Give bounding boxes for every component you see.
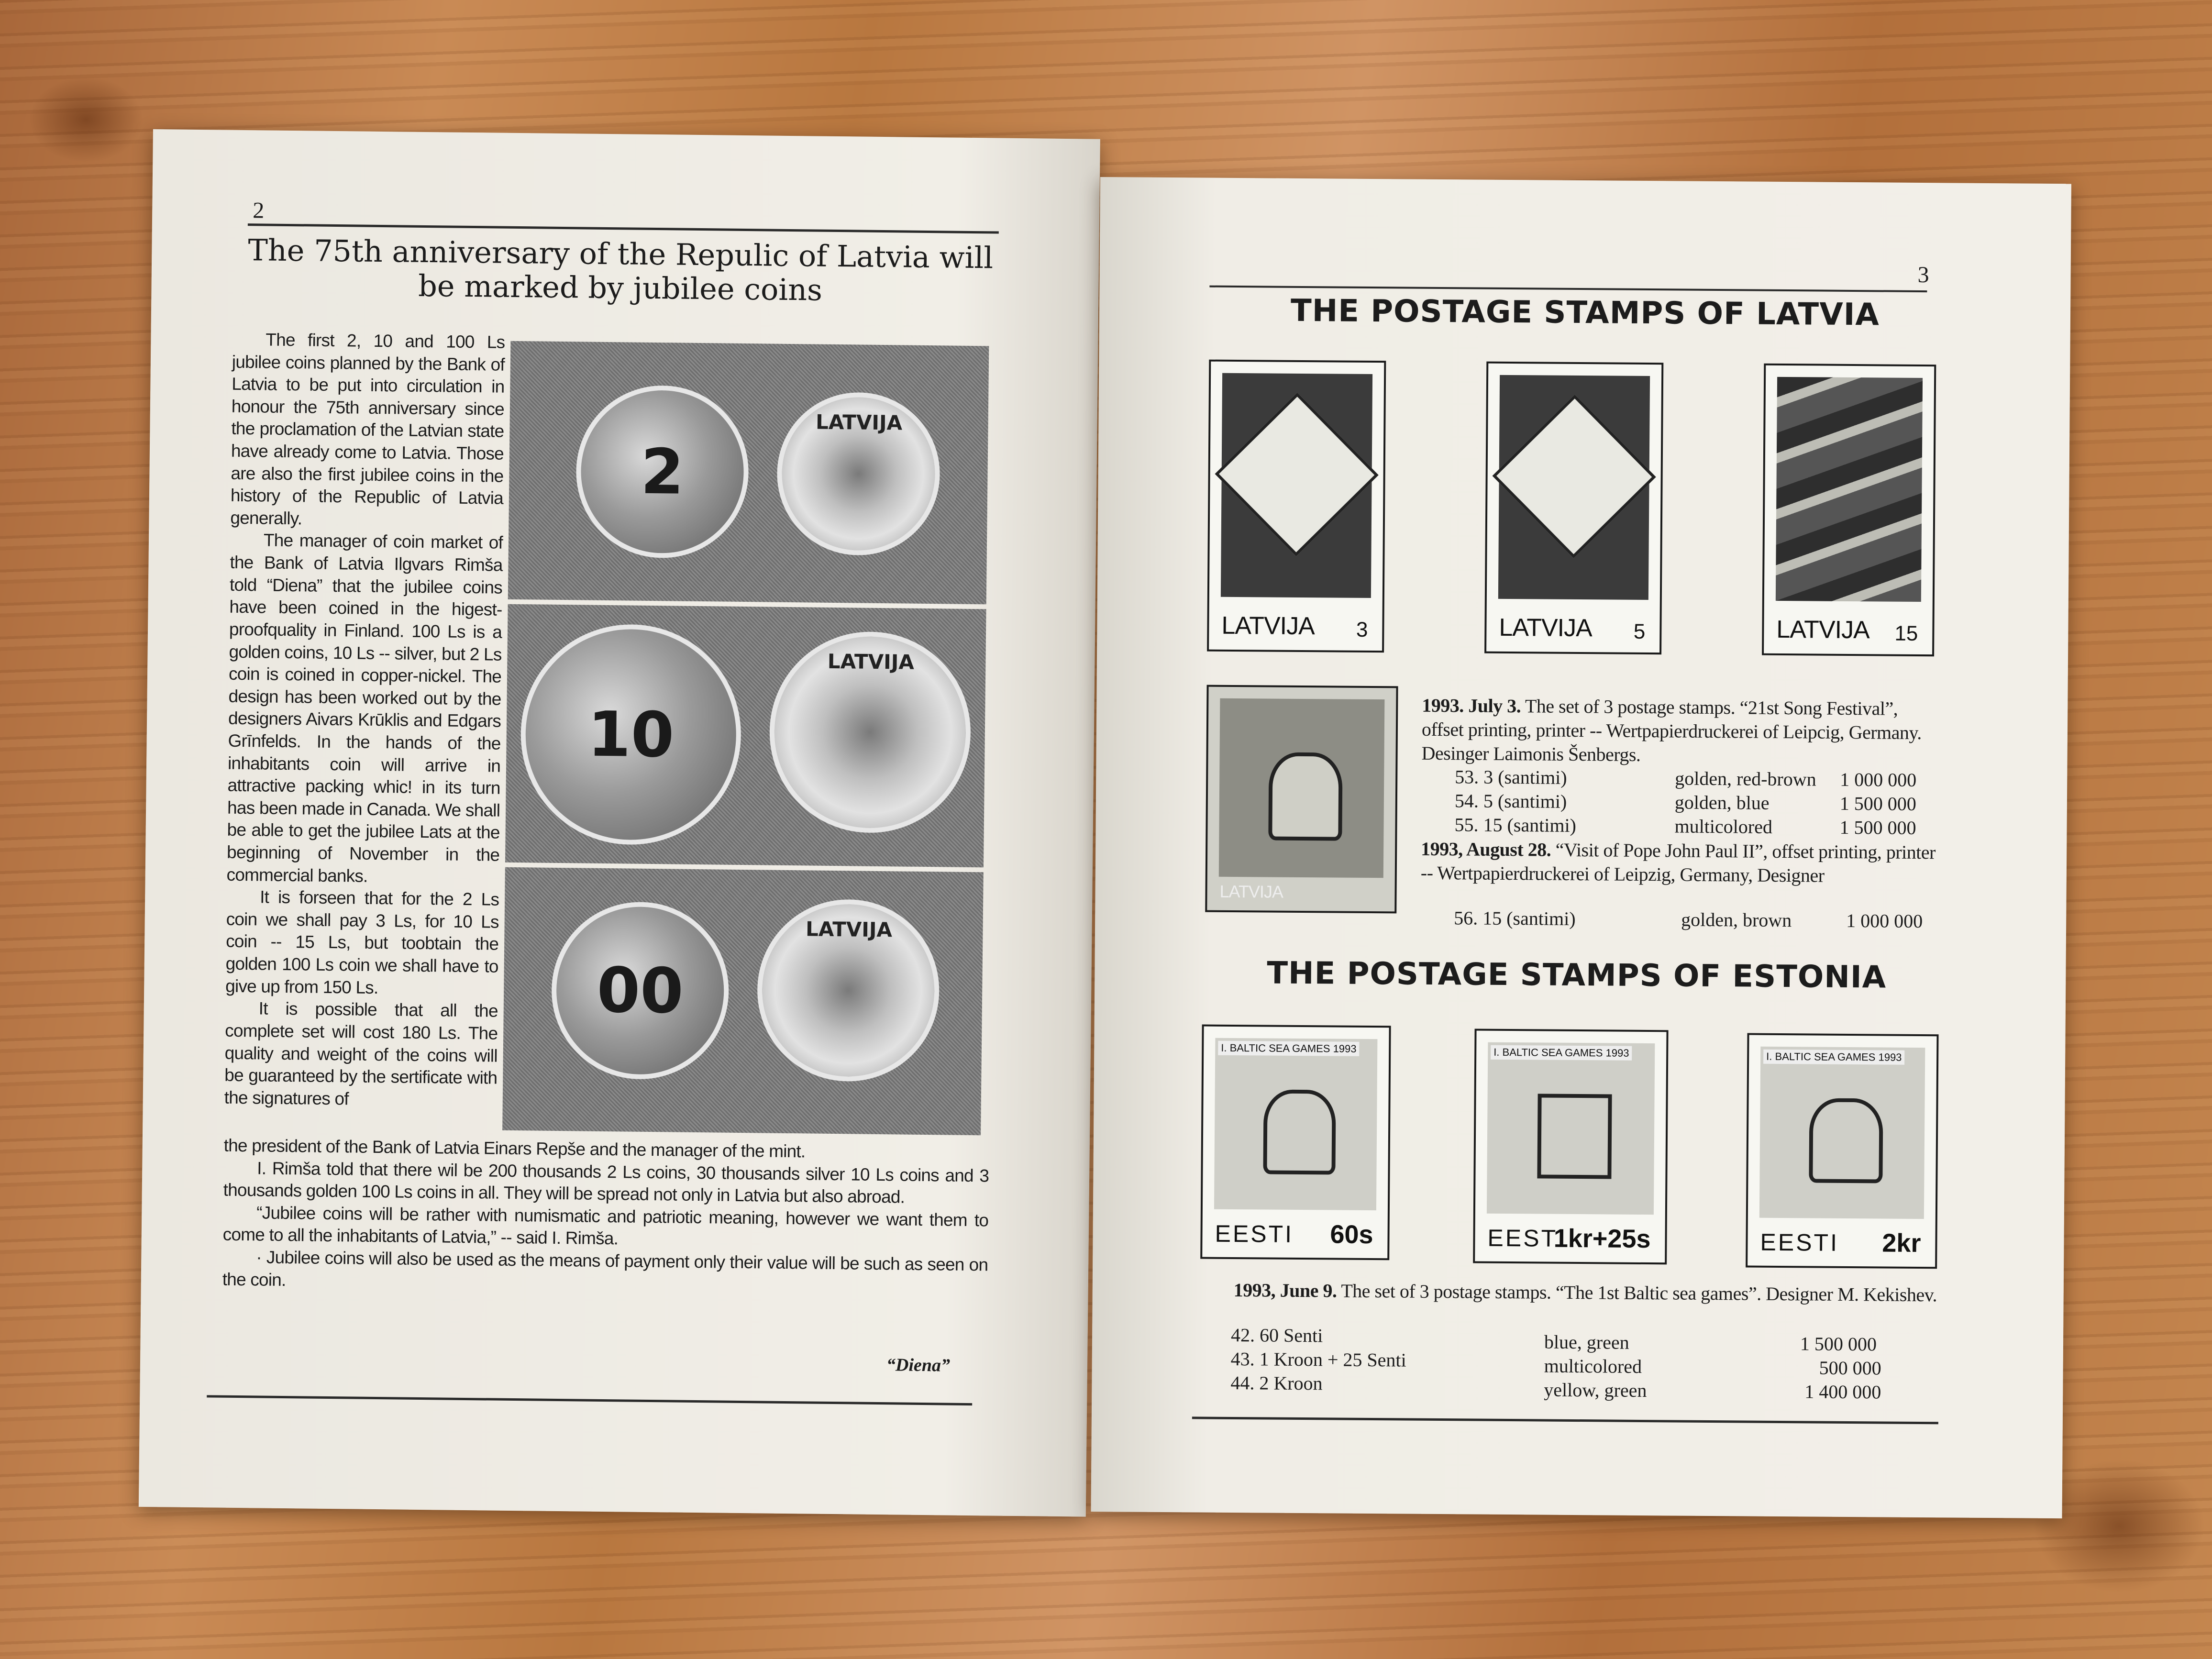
paragraph: It is forseen that for the 2 Ls coin we shall pay 3 Ls, for 10 Ls coin -- 15 Ls, but toobtain the golden 100 Ls coin we shall have to give up from 150 Ls. <box>225 887 499 997</box>
estonia-section-title: THE POSTAGE STAMPS OF ESTONIA <box>1267 955 1887 995</box>
footer-rule <box>207 1395 972 1405</box>
coin-front <box>575 385 750 559</box>
stamp-row-qty: 1 000 000 <box>1846 909 1923 932</box>
sailing-sketch <box>1537 1094 1612 1179</box>
stamp-value: 1kr+25s <box>1553 1224 1651 1254</box>
latvia-section-title: THE POSTAGE STAMPS OF LATVIA <box>1290 293 1880 333</box>
article-continuation <box>222 1135 989 1299</box>
paragraph: · Jubilee coins will also be used as the means of payment only their value will be such as seen on the coin. <box>222 1247 988 1290</box>
stamp-row-color: blue, green <box>1544 1331 1629 1353</box>
diamond-motif <box>1215 392 1379 556</box>
coin-back <box>756 898 940 1082</box>
estonia-stamp-2kr <box>1746 1033 1938 1269</box>
estonia-stamp-1kr25s <box>1473 1029 1668 1265</box>
stamp-image <box>1214 1038 1377 1210</box>
page-number: 2 <box>252 198 265 223</box>
stamp-row <box>1455 789 1567 813</box>
stamp-image <box>1759 1047 1925 1219</box>
estonia-stamp-60s <box>1200 1025 1391 1261</box>
stamp-image <box>1487 1042 1655 1215</box>
coin-inscription: LATVIJA <box>827 649 915 674</box>
shot-put-sketch <box>1809 1098 1883 1183</box>
page-number: 3 <box>1917 262 1929 288</box>
issue-date: 1993, June 9. <box>1233 1279 1337 1302</box>
row-item: 54. 5 (santimi) <box>1454 790 1567 812</box>
stamp-country: LATVIJA <box>1776 615 1869 644</box>
stamp-caption: I. BALTIC SEA GAMES 1993 <box>1218 1041 1359 1056</box>
paragraph: I. Rimša told that there wil be 200 thousands 2 Ls coins, 30 thousands silver 10 Ls coins and 3 thousands golden 100 Ls coins in all. They will be spread not only in Latvia but also abroad. <box>223 1158 989 1207</box>
issue-description: “Visit of Pope John Paul II”, offset printing, printer -- Wertpapierdruckerei of Leipzig, Germany, Designer <box>1420 839 1936 886</box>
headline-line-2: be marked by jubilee coins <box>418 268 823 308</box>
row-item: 56. 15 (santimi) <box>1454 907 1576 929</box>
stamp-caption: I. BALTIC SEA GAMES 1993 <box>1763 1050 1904 1065</box>
stamp-row <box>1231 1324 1323 1347</box>
stamp-country: LATVIJA <box>1499 613 1592 642</box>
latvia-stamp-5 <box>1484 362 1663 655</box>
stamp-row <box>1230 1371 1323 1394</box>
article-column <box>224 329 505 1112</box>
coin-denomination: 00 <box>596 953 684 1028</box>
diamond-motif <box>1493 394 1656 558</box>
header-rule <box>248 223 999 233</box>
coin-front <box>551 901 730 1080</box>
coin-inscription: LATVIJA <box>805 917 893 942</box>
stamp-value: 60s <box>1330 1220 1373 1250</box>
issue-date: 1993, August 28. <box>1421 838 1551 861</box>
row-item: 44. 2 Kroon <box>1230 1371 1323 1394</box>
stamp-row-color: golden, red-brown <box>1675 767 1816 790</box>
stamp-caption: I. BALTIC SEA GAMES 1993 <box>1491 1045 1632 1061</box>
stamp-row-color: multicolored <box>1674 815 1773 838</box>
coin-back <box>776 392 941 556</box>
row-item: 53. 3 (santimi) <box>1455 766 1567 788</box>
wrestlers-sketch <box>1263 1090 1336 1175</box>
source-credit: “Diena” <box>886 1355 951 1376</box>
stamp-row <box>1231 1348 1406 1371</box>
stamp-value: 3 <box>1356 618 1368 641</box>
headline-line-1: The 75th anniversary of the Repulic of Latvia will <box>248 232 994 276</box>
stamp-row <box>1454 813 1576 837</box>
coin-photo <box>502 341 989 1135</box>
header-rule <box>1209 286 1927 292</box>
stamp-image <box>1219 698 1385 878</box>
paragraph: the president of the Bank of Latvia Einars Repše and the manager of the mint. <box>223 1135 806 1161</box>
stamp-value: 15 <box>1894 621 1918 645</box>
stamp-row-color: golden, brown <box>1681 908 1792 931</box>
stamp-country: EESTI <box>1215 1220 1294 1248</box>
paragraph: It is possible that all the complete set will cost 180 Ls. The quality and weight of the coins will be guaranteed by the sertificate with the signatures of <box>224 998 498 1109</box>
right-page <box>1091 177 2071 1518</box>
coin-back <box>769 631 972 834</box>
stamp-country: LATVIJA <box>1221 611 1315 641</box>
stamp-image <box>1498 375 1650 600</box>
stamp-image <box>1221 373 1372 598</box>
coin-panel-2-lati <box>508 341 989 604</box>
paragraph: The first 2, 10 and 100 Ls jubilee coins planned by the Bank of Latvia to be put into circulation in honour the 75th anniversary since the proclamation of the Latvian state have already come to Latvia. Those are also the first jubilee coins in the history of the Republic of Latvia generally. <box>230 330 505 529</box>
stamp-row-qty: 1 500 000 <box>1839 792 1917 815</box>
stamp-value: 5 <box>1633 619 1646 643</box>
coin-denomination: 10 <box>587 697 675 772</box>
stamp-row-qty: 1 400 000 <box>1804 1381 1881 1403</box>
row-item: 43. 1 Kroon + 25 Senti <box>1230 1348 1406 1371</box>
pope-stamp <box>1205 685 1398 914</box>
stamp-row-qty: 500 000 <box>1819 1357 1881 1379</box>
latvia-stamp-3 <box>1207 360 1386 653</box>
stamp-country: LATVIJA <box>1219 881 1283 902</box>
stamp-row-color: yellow, green <box>1544 1379 1647 1402</box>
coin-panel-10-lati <box>505 604 986 867</box>
stamp-image <box>1776 377 1923 602</box>
portrait-sketch <box>1269 752 1343 841</box>
issue-description: The set of 3 postage stamps. “21st Song Festival”, offset printing, printer -- Wertpapierdruckerei of Leipcig, Germany. Desinger Laimonis Šenbergs. <box>1421 695 1922 765</box>
wood-knot <box>29 77 144 163</box>
issue-date: 1993. July 3. <box>1422 694 1521 717</box>
latvia-stamp-15 <box>1762 364 1936 656</box>
stamp-row-qty: 1 000 000 <box>1840 768 1917 791</box>
stamp-country: EESTI <box>1760 1228 1839 1256</box>
coin-panel-100-lati <box>502 867 984 1135</box>
left-page <box>139 129 1100 1517</box>
coin-denomination: 2 <box>640 435 685 509</box>
song-issue-text <box>1421 694 1938 769</box>
article-headline <box>237 233 1003 309</box>
issue-description: The set of 3 postage stamps. “The 1st Baltic sea games”. Designer M. Kekishev. <box>1341 1280 1937 1306</box>
paragraph: The manager of coin market of the Bank of Latvia Ilgvars Rimša told “Diena” that the jubilee coins have been coined in the higest-proofquality in Finland. 100 Ls is a golden coins, 10 Ls -- silver, but 2 Ls coin is coined in copper-nickel. The design has been worked out by the designers Aivars Krūklis and Edgars Grīnfelds. In the hands of the inhabitants coin will arrive in attractive packing whic! in its turn has been made in Canada. We shall be able to get the jubilee Lats at the beginning of November in the commercial banks. <box>226 530 503 886</box>
stamp-row-color: multicolored <box>1544 1355 1642 1377</box>
coin-front <box>520 623 742 846</box>
stamp-row <box>1454 907 1576 930</box>
baltic-issue-text <box>1200 1278 1947 1307</box>
paragraph: “Jubilee coins will be rather with numismatic and patriotic meaning, however we want them to come to all the inhabitants of Latvia,” -- said I. Rimša. <box>222 1203 989 1249</box>
stamp-row-color: golden, blue <box>1674 791 1770 814</box>
stamp-row-qty: 1 500 000 <box>1800 1333 1877 1355</box>
stamp-value: 2kr <box>1882 1228 1921 1258</box>
stamp-country: EESTI <box>1487 1224 1567 1252</box>
footer-rule <box>1192 1416 1938 1424</box>
stamp-row <box>1455 765 1567 789</box>
row-item: 42. 60 Senti <box>1230 1324 1323 1347</box>
pope-issue-text <box>1421 837 1938 889</box>
coin-inscription: LATVIJA <box>815 410 903 435</box>
stamp-row-qty: 1 500 000 <box>1839 816 1916 839</box>
row-item: 55. 15 (santimi) <box>1454 814 1577 836</box>
